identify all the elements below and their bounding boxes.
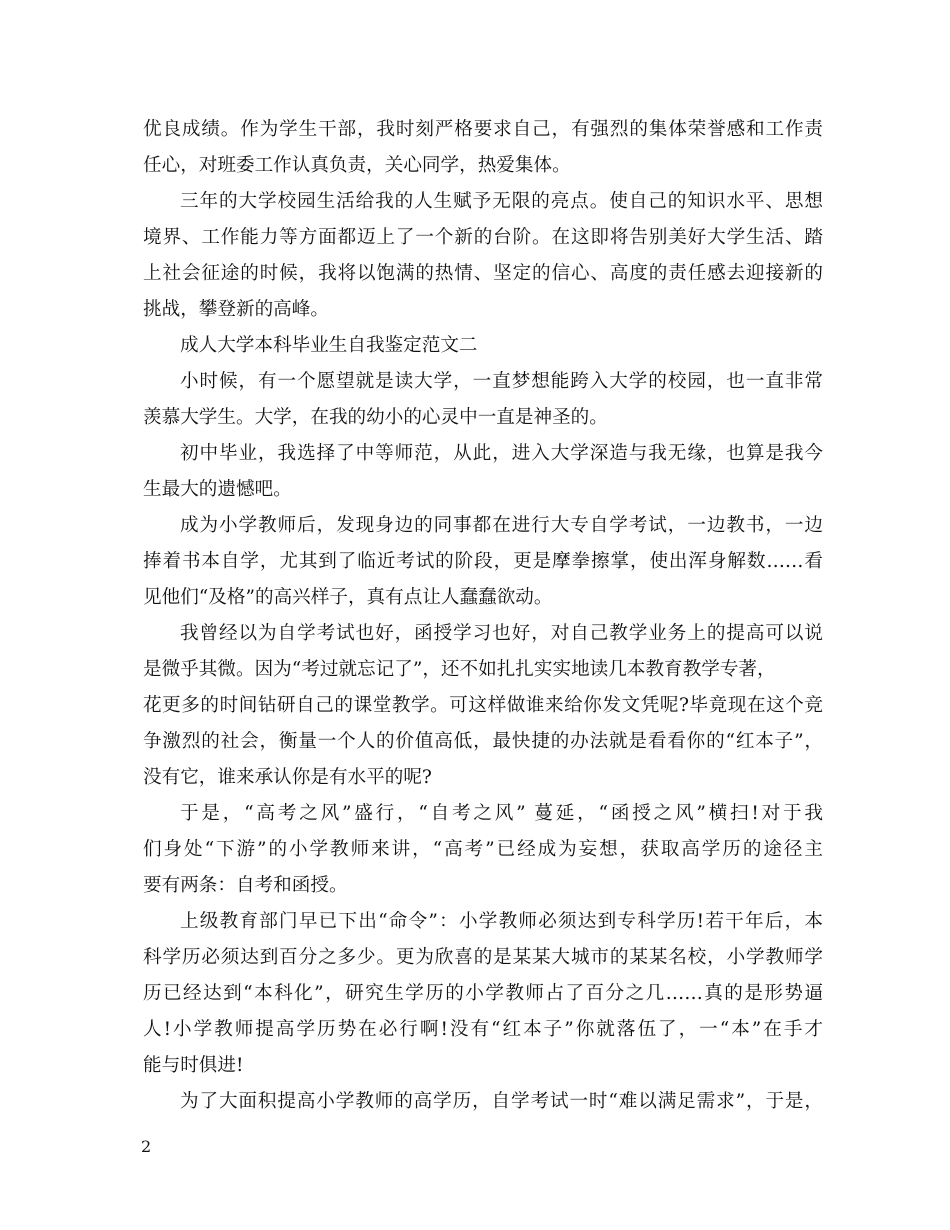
text-line: 境界、工作能力等方面都迈上了一个新的台阶。在这即将告别美好大学生活、踏 (143, 227, 823, 248)
text-line: 挑战，攀登新的高峰。 (143, 299, 329, 320)
text-line: 历已经达到“本科化”，研究生学历的小学教师占了百分之几……真的是形势逼 (143, 983, 823, 1004)
text-line: 科学历必须达到百分之多少。更为欣喜的是某某大城市的某某名校，小学教师学 (143, 947, 823, 968)
text-line: 人!小学教师提高学历势在必行啊!没有“红本子”你就落伍了，一“本”在手才 (143, 1019, 823, 1040)
body-text (143, 112, 823, 1120)
paragraph-first-line: 成为小学教师后，发现身边的同事都在进行大专自学考试，一边教书，一边 (180, 515, 823, 536)
text-line: 生最大的遗憾吧。 (143, 479, 292, 500)
paragraph-first-line: 于是，“高考之风”盛行，“自考之风” 蔓延，“函授之风”横扫!对于我 (180, 803, 823, 824)
text-line: 羡慕大学生。大学，在我的幼小的心灵中一直是神圣的。 (143, 407, 608, 428)
text-line: 上社会征途的时候，我将以饱满的热情、坚定的信心、高度的责任感去迎接新的 (143, 263, 823, 284)
paragraph-first-line: 三年的大学校园生活给我的人生赋予无限的亮点。使自己的知识水平、思想 (180, 191, 823, 212)
paragraph-first-line: 我曾经以为自学考试也好，函授学习也好，对自己教学业务上的提高可以说 (180, 623, 823, 644)
text-line: 捧着书本自学，尤其到了临近考试的阶段，更是摩拳擦掌，使出浑身解数……看 (143, 551, 823, 572)
text-line: 是微乎其微。因为“考过就忘记了”，还不如扎扎实实地读几本教育教学专著， (143, 659, 776, 680)
section-heading: 成人大学本科毕业生自我鉴定范文二 (180, 335, 478, 356)
paragraph-first-line: 小时候，有一个愿望就是读大学，一直梦想能跨入大学的校园，也一直非常 (180, 371, 823, 392)
page-number: 2 (141, 1137, 152, 1156)
text-line: 见他们“及格”的高兴样子，真有点让人蠢蠢欲动。 (143, 587, 553, 608)
paragraph-first-line: 为了大面积提高小学教师的高学历，自学考试一时“难以满足需求”，于是， (180, 1091, 823, 1112)
text-line: 要有两条：自考和函授。 (143, 875, 348, 896)
text-line: 没有它，谁来承认你是有水平的呢? (143, 767, 432, 788)
text-line: 花更多的时间钻研自己的课堂教学。可这样做谁来给你发文凭呢?毕竟现在这个竞 (143, 695, 823, 716)
text-line: 争激烈的社会，衡量一个人的价值高低，最快捷的办法就是看看你的“红本子”， (143, 731, 823, 752)
text-line: 任心，对班委工作认真负责，关心同学，热爱集体。 (143, 155, 571, 176)
paragraph-first-line: 上级教育部门早已下出“命令”：小学教师必须达到专科学历!若干年后，本 (180, 911, 823, 932)
text-line: 们身处“下游”的小学教师来讲，“高考”已经成为妄想，获取高学历的途径主 (143, 839, 823, 860)
text-line: 能与时俱进! (143, 1055, 244, 1076)
text-line: 优良成绩。作为学生干部，我时刻严格要求自己，有强烈的集体荣誉感和工作责 (143, 119, 823, 140)
paragraph-first-line: 初中毕业，我选择了中等师范，从此，进入大学深造与我无缘，也算是我今 (180, 443, 823, 464)
